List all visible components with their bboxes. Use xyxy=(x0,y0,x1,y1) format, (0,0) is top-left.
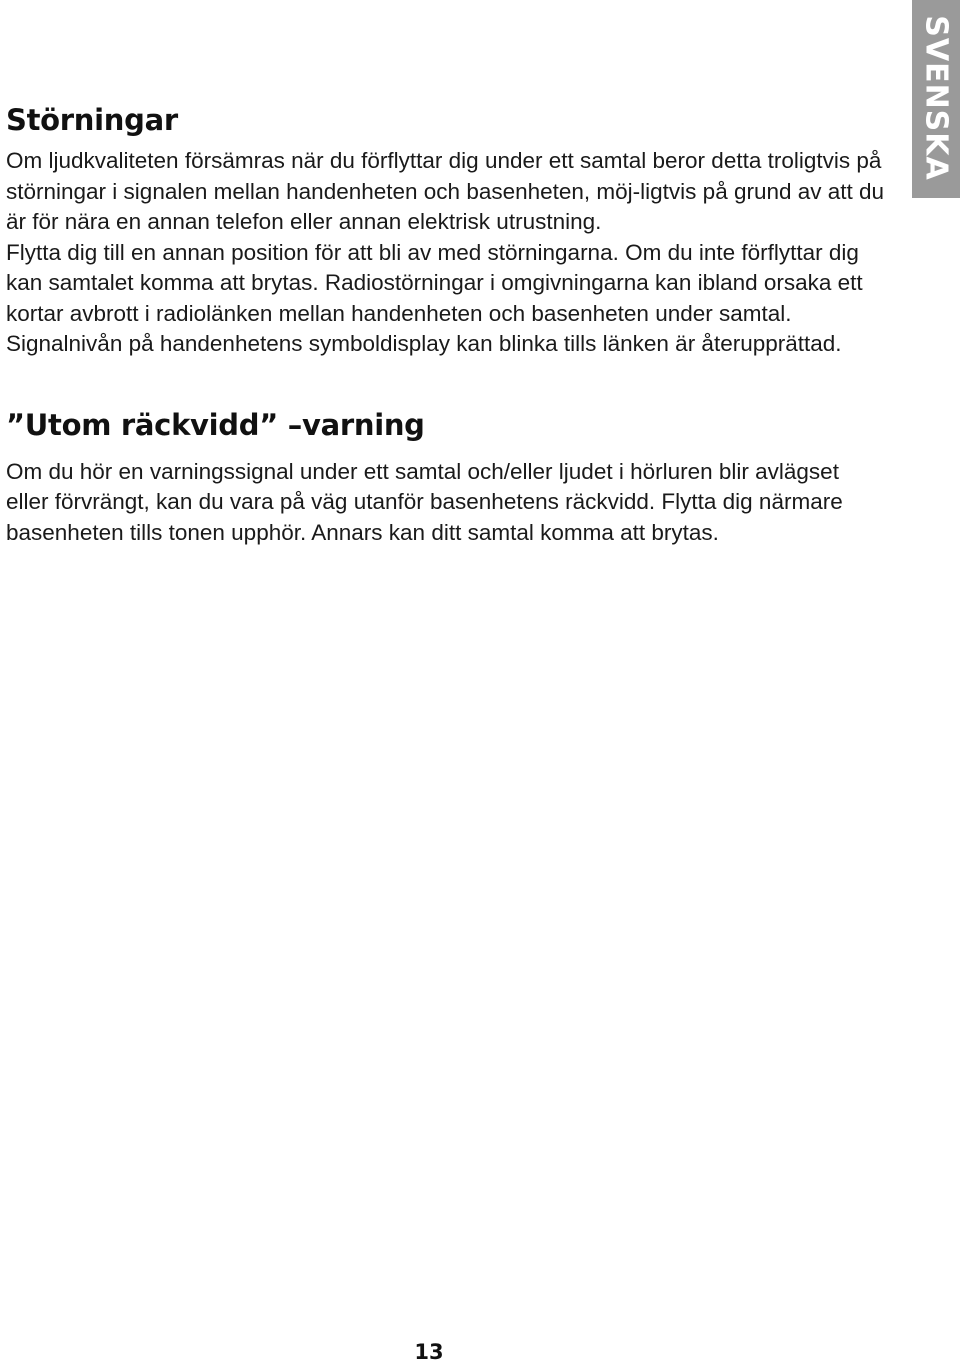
page-content xyxy=(6,98,886,548)
section-spacer xyxy=(6,360,886,403)
paragraph-out-of-range: Om du hör en varningssignal under ett samtal och/eller ljudet i hörluren blir avlägset eller förvrängt, kan du vara på väg utanför basenhetens räckvidd. Flytta dig närmare basenheten tills tonen upphör. Annars kan ditt samtal komma att brytas. xyxy=(6,458,843,545)
section-heading-interference: Störningar xyxy=(6,103,178,137)
paragraph-interference-cause: Om ljudkvaliteten försämras när du förflyttar dig under ett samtal beror detta troligtvis på störningar i signalen mellan handenheten och basenheten, möj-ligtvis på grund av att du är för nära en annan telefon eller annan elektrisk utrustning. xyxy=(6,148,885,234)
section-heading-out-of-range: ”Utom räckvidd” –varning xyxy=(6,407,425,442)
language-tab-label: SVENSKA xyxy=(918,15,954,181)
paragraph-interference-remedy: Flytta dig till en annan position för att bli av med störningarna. Om du inte förflyttar dig kan samtalet komma att brytas. Radiostörningar i omgivningarna kan ibland orsaka ett kortar avbrott i radiolänken mellan handenheten och basenheten under samtal. Signalnivån på handenhetens symboldisplay kan blinka tills länken är återupprättad. xyxy=(6,239,863,356)
page-number: 13 xyxy=(414,1340,444,1364)
